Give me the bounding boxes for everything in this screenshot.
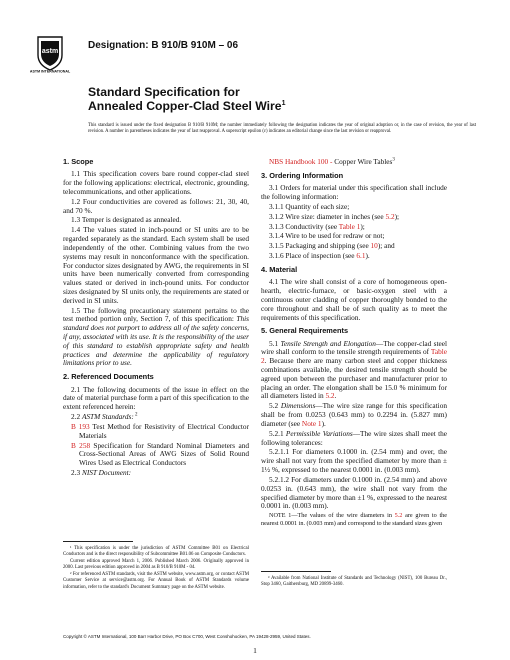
link-5-2-note[interactable]: 5.2: [394, 512, 403, 520]
paragraph-5-1: 5.1 Tensile Strength and Elongation—The copper-clad steel wire shall conform to the tensile strength requirements of Table 2. Because there are many carbon steel and copper thickness combinations available, the desired tensile strength should be agreed upon between the purchaser and manufacturer prior to placing an order. The elongation shall be 15.0 % minimum for all diameters listed in 5.2.: [261, 338, 447, 401]
reference-b258: B 258 Specification for Standard Nominal Diameters and Cross-Sectional Areas of AWG Sizes of Solid Round Wires Used as Electrical Conductors: [71, 440, 249, 468]
paragraph-1-2: 1.2 Four conductivities are covered as follows: 21, 30, 40, and 70 %.: [63, 196, 249, 215]
link-note-1[interactable]: Note 1: [301, 418, 322, 428]
paragraph-1-5: 1.5 The following precautionary statement pertains to the test method portion only, Section 7, of this specification: This standard does not purport to address all of the safety concerns, if any, associated with its use. It is the responsibility of the user of this standard to establish appropriate safety and health practices and determine the applicability of regulatory limitations prior to use.: [63, 305, 249, 368]
standard-notice: This standard is issued under the fixed designation B 910/B 910M; the number immediately following the designation indicates the year of original adoption or, in the case of revision, the year of last revision. A number in parentheses indicates the year of last reapproval. A superscript epsilon (ε) indicates an editorial change since the last revision or reapproval.: [88, 123, 476, 135]
item-3-1-5: 3.1.5 Packaging and shipping (see 10); and: [269, 241, 395, 251]
link-section-10[interactable]: 10: [370, 241, 378, 251]
astm-logo-icon: [29, 31, 71, 74]
footnote-divider-right: [261, 571, 331, 572]
item-3-1-3: 3.1.3 Conductivity (see Table 1);: [269, 221, 365, 231]
paragraph-3-1: 3.1 Orders for material under this specification shall include the following information:: [261, 183, 447, 201]
paragraph-2-2: 2.2 ASTM Standards: $^2$: [71, 411, 138, 421]
link-5-2[interactable]: 5.2: [385, 211, 395, 221]
right-column: [261, 156, 447, 529]
link-table-2[interactable]: Table 2: [261, 347, 447, 366]
link-nbs-handbook[interactable]: NBS Handbook 100 -: [269, 157, 333, 166]
footnote-1: ¹ This specification is under the jurisdiction of ASTM Committee B01 on Electrical Conductors and is the direct responsibility of Subcommittee B01.06 on Composite Conductors.: [63, 546, 249, 558]
footnote-2: ² For referenced ASTM standards, visit the ASTM website, www.astm.org, or contact ASTM Customer Service at service@astm.org. For Annual Book of ASTM Standards volume information, refer to the standard's Document Summary page on the ASTM website.: [63, 572, 249, 590]
page-number: 1: [253, 646, 257, 655]
paragraph-4-1: 4.1 The wire shall consist of a core of homogeneous open-hearth, electric-furnace, or basic-oxygen steel with a continuous outer cladding of copper thoroughly bonded to the core throughout and shall be of such quality as to meet the requirements of this specification.: [261, 277, 447, 322]
designation: Designation: B 910/B 910M – 06: [88, 40, 239, 51]
item-3-1-4: 3.1.4 Wire to be used for redraw or not;: [269, 231, 385, 241]
paragraph-5-2-1-2: 5.2.1.2 For diameters under 0.1000 in. (2.54 mm) and above 0.0253 in. (0.643 mm), the wire shall not vary from the specified diameter by more than ±1 %, expressed to the nearest 0.0001 in. (0.003 mm).: [261, 474, 447, 511]
section-heading-material: 4. Material: [261, 265, 298, 275]
footnote-divider-left: [63, 541, 133, 542]
section-heading-ordering: 3. Ordering Information: [261, 170, 344, 180]
item-3-1-2: 3.1.2 Wire size: diameter in inches (see 5.2);: [269, 211, 400, 221]
paragraph-1-4: 1.4 The values stated in inch-pound or SI units are to be regarded separately as the standard. Each system shall be used independently of the other. Combining values from the two systems may result in nonconformance with the specification. For conductor sizes designated by AWG, the requirements in SI units have been numerically converted from corresponding values stated or derived in inch-pound units. For conductor sizes designated by SI units only, the requirements are stated or derived in SI units.: [63, 225, 249, 305]
svg-text:ASTM INTERNATIONAL: ASTM INTERNATIONAL: [29, 69, 71, 74]
item-3-1-1: 3.1.1 Quantity of each size;: [269, 201, 350, 211]
paragraph-5-2-1-1: 5.2.1.1 For diameters 0.1000 in. (2.54 mm) and over, the wire shall not vary from the specified diameter by more than ± 1½ %, expressed to the nearest 0.0001 in. (0.003 mm).: [261, 447, 447, 475]
title-footnote-mark: 1: [281, 99, 286, 107]
paragraph-5-2-1: 5.2.1 Permissible Variations—The wire sizes shall meet the following tolerances:: [261, 428, 447, 447]
left-column: [63, 156, 249, 479]
reference-nbs-handbook: NBS Handbook 100 - Copper Wire Tables$^3$: [269, 157, 395, 166]
document-title: [88, 85, 285, 113]
paragraph-1-3: 1.3 Temper is designated as annealed.: [71, 215, 182, 225]
note-1: NOTE 1—The values of the wire diameters in 5.2 are given to the nearest 0.0001 in. (0.003 mm) and correspond to the standard sizes given: [261, 512, 447, 527]
footnotes-right: [261, 576, 447, 589]
link-b193[interactable]: B 193: [71, 421, 90, 431]
svg-text:astm: astm: [41, 48, 59, 55]
link-b258[interactable]: B 258: [71, 440, 91, 450]
paragraph-2-3: 2.3 NIST Document:: [71, 468, 132, 478]
paragraph-1-1: 1.1 This specification covers bare round copper-clad steel for the following applications: electrical, electronic, grounding, telecommunications, and other applications.: [63, 169, 249, 196]
link-5-2-b[interactable]: 5.2: [325, 391, 335, 401]
paragraph-2-1: 2.1 The following documents of the issue in effect on the date of material purchase form a part of this specification to the extent referenced herein:: [63, 384, 249, 412]
item-3-1-6: 3.1.6 Place of inspection (see 6.1).: [269, 251, 370, 261]
paragraph-5-2: 5.2 Dimensions—The wire size range for this specification shall be from 0.0253 (0.643 mm) to 0.2294 in. (5.827 mm) diameter (see Note 1).: [261, 401, 447, 428]
section-heading-referenced: 2. Referenced Documents: [63, 372, 154, 382]
link-table-1[interactable]: Table 1: [338, 221, 361, 231]
link-6-1[interactable]: 6.1: [356, 251, 366, 261]
copyright-line: Copyright © ASTM International, 100 Barr Harbor Drive, PO Box C700, West Conshohocken, PA 19428-2959, United States.: [63, 634, 311, 639]
reference-b193: B 193 Test Method for Resistivity of Electrical Conductor Materials: [71, 421, 249, 440]
section-heading-general: 5. General Requirements: [261, 326, 349, 336]
footnotes-left: [63, 546, 249, 592]
title-line-1: Standard Specification for: [88, 85, 240, 99]
section-heading-scope: 1. Scope: [63, 157, 94, 166]
footnote-3: ³ Available from National Institute of Standards and Technology (NIST), 100 Bureau Dr., Stop 3460, Gaithersburg, MD 20899-3460.: [261, 576, 447, 588]
footnote-1-approval: Current edition approved March 1, 2006. Published March 2006. Originally approved in 2000. Last previous edition approved in 2004 as B 910/B 910M - 04.: [63, 559, 249, 571]
title-line-2: Annealed Copper-Clad Steel Wire$^1$: [88, 99, 286, 113]
